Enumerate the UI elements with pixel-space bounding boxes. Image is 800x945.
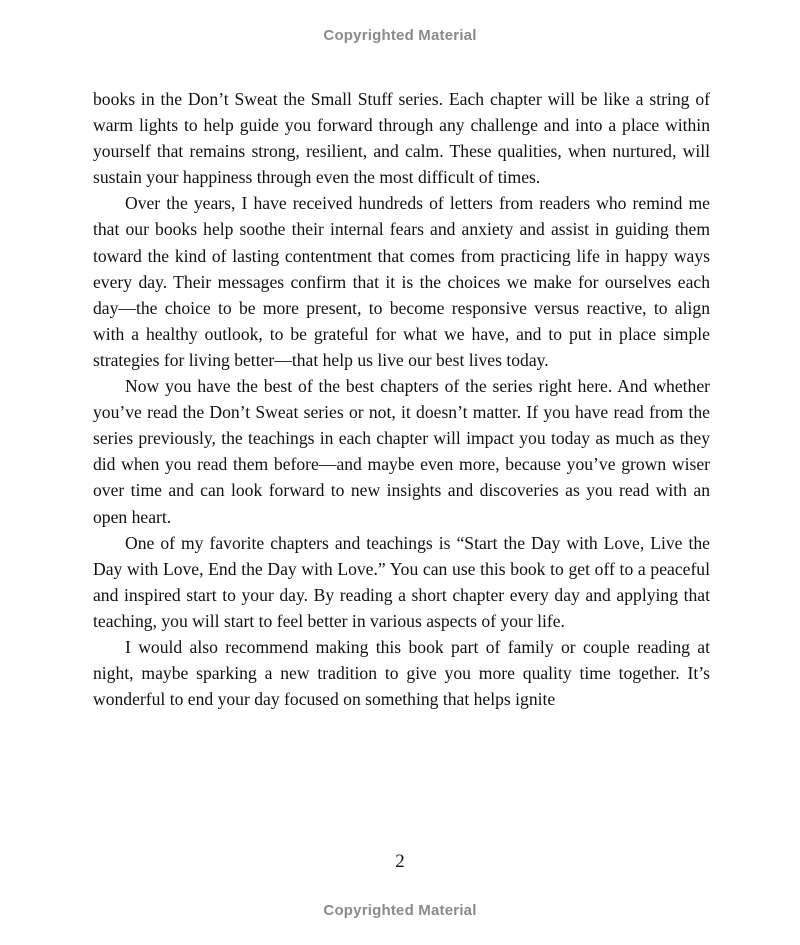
page-number: 2 — [395, 851, 405, 872]
page-body-text — [93, 86, 710, 712]
paragraph-4: One of my favorite chapters and teachings is “Start the Day with Love, Live the Day with Love, End the Day with Love.” You can use this book to get off to a peaceful and inspired start to your day. By reading a short chapter every day and applying that teaching, you will start to feel better in various aspects of your life. — [93, 532, 710, 631]
copyright-watermark-top: Copyrighted Material — [323, 27, 477, 44]
paragraph-2: Over the years, I have received hundreds of letters from readers who remind me that our books help soothe their internal fears and anxiety and assist in guiding them toward the kind of lasting contentment that comes from practicing life in happy ways every day. Their messages confirm that it is the choices we make for ourselves each day—the choice to be more present, to become responsive versus reactive, to align with a healthy outlook, to be grateful for what we have, and to put in place simple strategies for living better—that help us live our best lives today. — [93, 193, 710, 370]
paragraph-5: I would also recommend making this book part of family or couple reading at night, maybe sparking a new tradition to give you more quality time together. It’s wonderful to end your day focused on something that helps ignite — [93, 636, 710, 710]
paragraph-3: Now you have the best of the best chapters of the series right here. And whether you’ve read the Don’t Sweat series or not, it doesn’t matter. If you have read from the series previously, the teachings in each chapter will impact you today as much as they did when you read them before—and maybe even more, because you’ve grown wiser over time and can look forward to new insights and discoveries as you read with an open heart. — [93, 376, 710, 527]
copyright-watermark-bottom: Copyrighted Material — [323, 902, 477, 919]
paragraph-1-continuation: books in the Don’t Sweat the Small Stuff series. Each chapter will be like a string of warm lights to help guide you forward through any challenge and into a place within yourself that remains strong, resilient, and calm. These qualities, when nurtured, will sustain your happiness through even the most difficult of times. — [93, 89, 710, 188]
